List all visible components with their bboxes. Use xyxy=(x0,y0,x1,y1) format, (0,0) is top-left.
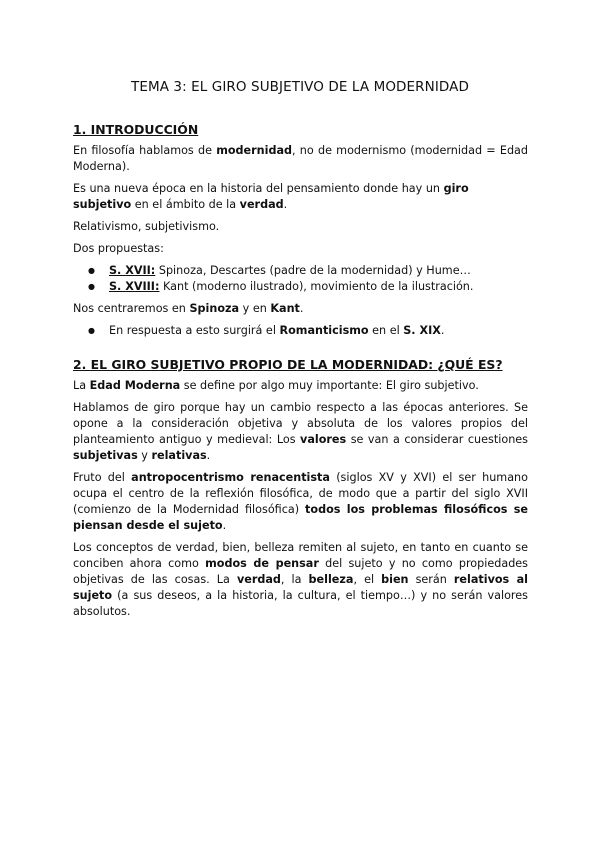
romanticism-list xyxy=(73,323,528,339)
paragraph: Dos propuestas: xyxy=(73,242,164,255)
paragraph: La Edad Moderna se define por algo muy importante: El giro subjetivo. xyxy=(73,379,479,392)
list-item: ● En respuesta a esto surgirá el Romanticismo en el S. XIX. xyxy=(73,323,528,339)
document-body xyxy=(73,122,528,626)
paragraph: Fruto del antropocentrismo renacentista (siglos XV y XVI) el ser humano ocupa el centro de la reflexión filosófica, de modo que a partir del siglo XVII (comienzo de la Modernidad filosófica) todos los problemas filosóficos se piensan desde el sujeto. xyxy=(73,471,528,532)
document-title: TEMA 3: EL GIRO SUBJETIVO DE LA MODERNIDAD xyxy=(130,79,470,95)
list-item: ● S. XVII: Spinoza, Descartes (padre de la modernidad) y Hume… xyxy=(73,263,528,279)
paragraph: Relativismo, subjetivismo. xyxy=(73,220,220,233)
paragraph: En filosofía hablamos de modernidad, no de modernismo (modernidad = Edad Moderna). xyxy=(73,144,528,173)
paragraph: Nos centraremos en Spinoza y en Kant. xyxy=(73,302,304,315)
proposals-list xyxy=(73,263,528,295)
paragraph: Los conceptos de verdad, bien, belleza remiten al sujeto, en tanto en cuanto se conciben ahora como modos de pensar del sujeto y no como propiedades objetivas de las cosas. La verdad, la belleza, el bien serán relativos al sujeto (a sus deseos, a la historia, la cultura, el tiempo…) y no serán valores absolutos. xyxy=(73,541,529,618)
paragraph: Es una nueva época en la historia del pensamiento donde hay un giro subjetivo en el ámbito de la verdad. xyxy=(73,182,469,211)
section-1-heading: 1. INTRODUCCIÓN xyxy=(73,122,199,137)
paragraph: Hablamos de giro porque hay un cambio respecto a las épocas anteriores. Se opone a la consideración objetiva y absoluta de los valores propios del planteamiento antiguo y medieval: Los valores se van a considerar cuestiones subjetivas y relativas. xyxy=(73,401,528,462)
section-2-heading: 2. EL GIRO SUBJETIVO PROPIO DE LA MODERNIDAD: ¿QUÉ ES? xyxy=(73,357,503,372)
list-item: ● S. XVIII: Kant (moderno ilustrado), movimiento de la ilustración. xyxy=(73,279,528,295)
